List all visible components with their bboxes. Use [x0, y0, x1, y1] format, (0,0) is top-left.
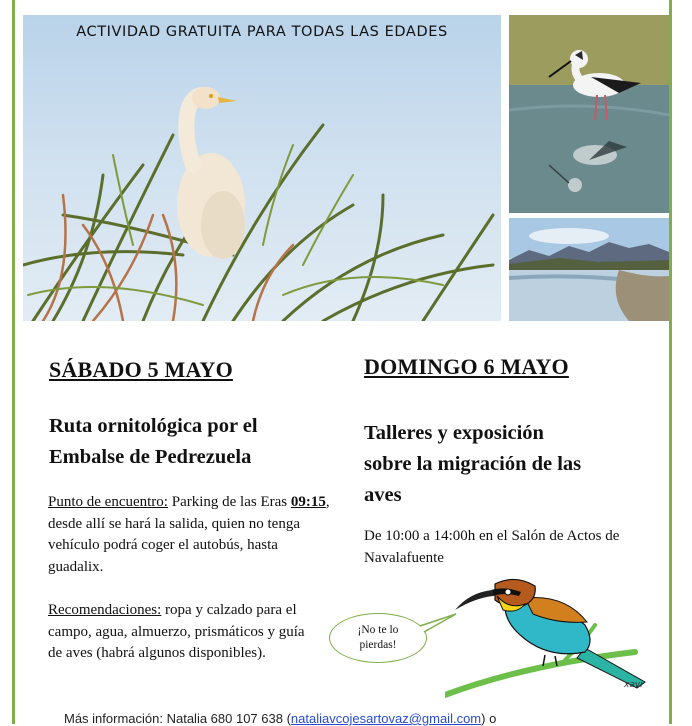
footer-text: Más información: Natalia 680 107 638 ( — [64, 711, 291, 726]
speech-bubble — [329, 613, 427, 663]
sunday-title-line: sobre la migración de las — [364, 453, 582, 475]
sunday-activity-title — [364, 418, 664, 511]
sunday-title-line: Talleres y exposición — [364, 422, 544, 444]
contact-email-link[interactable]: nataliavcojesartovaz@gmail.com — [290, 711, 482, 726]
artist-signature: xavi — [624, 680, 643, 690]
saturday-activity-title — [49, 411, 258, 473]
free-activity-banner: ACTIVIDAD GRATUITA PARA TODAS LAS EDADES — [76, 24, 448, 40]
saturday-title-line: Embalse de Pedrezuela — [49, 446, 252, 468]
egret-photo — [23, 15, 501, 321]
sunday-title-line: aves — [364, 484, 402, 506]
bubble-text-line: ¡No te lo — [357, 624, 399, 636]
sunday-schedule: De 10:00 a 14:00h en el Salón de Actos de Navalafuente — [364, 528, 620, 566]
lake-photo — [509, 218, 669, 321]
more-info-footer — [64, 711, 496, 726]
footer-tail: ) o — [481, 711, 497, 726]
bubble-text-line: pierdas! — [359, 639, 397, 651]
saturday-heading: SÁBADO 5 MAYO — [49, 357, 233, 382]
meeting-point-text-rest: , desde allí se hará la salida, quien no tenga vehículo podrá coger el autobús, hasta guadalix. — [48, 494, 330, 575]
meeting-time: 09:15 — [290, 494, 326, 510]
saturday-title-line: Ruta ornitológica por el — [49, 415, 258, 437]
recommendations-label: Recomendaciones: — [48, 602, 162, 618]
sunday-heading: DOMINGO 6 MAYO — [364, 354, 569, 379]
recommendations-text: ropa y calzado para el campo, agua, almuerzo, prismáticos y guía de aves (habrá algunos disponibles). — [48, 602, 305, 661]
meeting-point-text: Parking de las Eras — [167, 494, 291, 510]
cattle-egret-photo-icon — [23, 15, 501, 321]
stilt-photo — [509, 15, 669, 213]
stilt-photo-icon — [509, 15, 669, 213]
meeting-point-label: Punto de encuentro: — [48, 494, 168, 510]
recommendations-paragraph — [48, 600, 310, 665]
meeting-point-paragraph — [48, 492, 330, 578]
lake-photo-icon — [509, 218, 669, 321]
